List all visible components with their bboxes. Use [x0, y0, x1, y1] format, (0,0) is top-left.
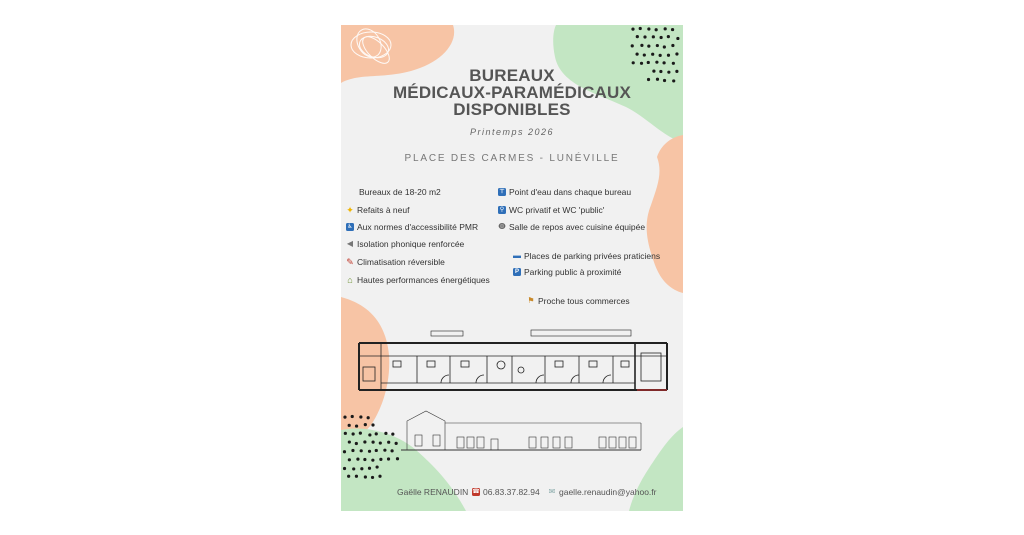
dot: [364, 475, 367, 478]
dot: [671, 44, 674, 47]
dot: [396, 457, 399, 460]
sparkles-icon: ✦: [346, 205, 354, 215]
feature-surface: [359, 187, 441, 197]
building-elevation-drawing: [341, 405, 683, 455]
feature-energy: [346, 275, 490, 285]
feature-rest-room: [498, 222, 645, 232]
shops-icon: ⚑: [527, 296, 535, 305]
feature-air-conditioning: [346, 257, 445, 267]
dot: [347, 475, 350, 478]
feature-text: Aux normes d'accessibilité PMR: [357, 222, 479, 232]
feature-water-point: [498, 187, 631, 197]
dot: [675, 52, 678, 55]
season-subtitle: Printemps 2026: [469, 127, 555, 137]
dot: [631, 28, 634, 31]
dot: [652, 35, 655, 38]
elevation-window: [619, 437, 626, 448]
contact-email-text: gaelle.renaudin@yahoo.fr: [559, 487, 657, 497]
dot: [379, 458, 382, 461]
dot: [632, 61, 635, 64]
dot: [659, 54, 662, 57]
dot: [647, 61, 650, 64]
elevation-window: [467, 437, 474, 448]
dot: [651, 53, 654, 56]
dot: [667, 54, 670, 57]
feature-text: Parking public à proximité: [524, 267, 622, 277]
elevation-window: [529, 437, 536, 448]
dot: [647, 27, 650, 30]
elevation-window: [477, 437, 484, 448]
feature-text: WC privatif et WC 'public': [509, 205, 605, 215]
contact-phone[interactable]: [472, 487, 540, 497]
dot: [378, 475, 381, 478]
restroom-icon: ⚲: [499, 207, 505, 213]
dot: [667, 35, 670, 38]
parking-icon: P: [514, 269, 519, 275]
dot: [387, 457, 390, 460]
feature-text: Hautes performances énergétiques: [357, 275, 490, 285]
dot: [360, 467, 363, 470]
elevation-window: [541, 437, 548, 448]
feature-shops: [527, 296, 630, 306]
feature-public-parking: [513, 267, 621, 277]
dot: [639, 27, 642, 30]
contact-name-text: Gaëlle RENAUDIN: [397, 487, 469, 497]
cutlery-icon: ⴲ: [498, 222, 506, 231]
dot: [343, 467, 346, 470]
dot: [640, 62, 643, 65]
contact-email[interactable]: [548, 487, 656, 497]
dot: [655, 28, 658, 31]
dot: [363, 458, 366, 461]
dot: [647, 45, 650, 48]
contact-phone-text: 06.83.37.82.94: [483, 487, 540, 497]
elevation-window: [599, 437, 606, 448]
page-title-line-2: MÉDICAUX-PARAMÉDICAUX: [392, 83, 632, 102]
location-text: PLACE DES CARMES - LUNÉVILLE: [404, 153, 620, 164]
feature-renovated: [346, 205, 409, 215]
pencil-icon: ✎: [346, 257, 354, 267]
elevation-window: [629, 437, 636, 448]
elevation-window: [553, 437, 560, 448]
dot: [656, 44, 659, 47]
dot: [660, 36, 663, 39]
feature-text: Climatisation réversible: [357, 257, 445, 267]
feature-text: Proche tous commerces: [538, 296, 630, 306]
dot: [352, 467, 355, 470]
feature-wc: [498, 205, 604, 215]
feature-text: Refaits à neuf: [357, 205, 410, 215]
feature-text: Isolation phonique renforcée: [357, 239, 465, 249]
feature-text: Point d'eau dans chaque bureau: [509, 187, 632, 197]
feature-pmr: [346, 222, 478, 232]
dot: [671, 28, 674, 31]
elevation-window: [609, 437, 616, 448]
floor-plan-drawing: [341, 325, 683, 405]
elevation-window: [457, 437, 464, 448]
house-icon: ⌂: [347, 275, 353, 285]
dot: [348, 458, 351, 461]
feature-insulation: [346, 239, 464, 249]
dot: [676, 37, 679, 40]
envelope-icon: ✉: [548, 487, 556, 496]
dot: [643, 35, 646, 38]
page-title-line-1: BUREAUX: [469, 66, 555, 85]
dot: [356, 458, 359, 461]
contact-name: [397, 487, 468, 497]
car-icon: ▬: [513, 251, 521, 260]
poster: [341, 25, 683, 511]
dot: [664, 27, 667, 30]
dot: [368, 467, 371, 470]
wheelchair-icon: ♿: [347, 224, 353, 230]
dot: [631, 44, 634, 47]
telephone-icon: ☎: [472, 489, 480, 495]
dot: [376, 465, 379, 468]
feature-text: Salle de repos avec cuisine équipée: [509, 222, 646, 232]
elevation-window: [433, 435, 440, 446]
dot: [635, 53, 638, 56]
dot: [636, 35, 639, 38]
feature-text: Bureaux de 18-20 m2: [359, 187, 441, 197]
dot: [640, 44, 643, 47]
dot: [662, 61, 665, 64]
page-title-line-3: DISPONIBLES: [453, 100, 571, 119]
dot: [643, 53, 646, 56]
feature-text: Places de parking privées praticiens: [524, 251, 661, 261]
feature-private-parking: [513, 251, 660, 261]
dot: [371, 459, 374, 462]
elevation-window: [565, 437, 572, 448]
dot: [371, 476, 374, 479]
elevation-window: [415, 435, 422, 446]
dot: [663, 45, 666, 48]
water-tap-icon: ⊤: [499, 189, 505, 195]
dot: [655, 61, 658, 64]
dot: [672, 62, 675, 65]
speaker-icon: ◀: [346, 239, 354, 248]
dot: [355, 475, 358, 478]
elevation-window: [491, 439, 498, 450]
